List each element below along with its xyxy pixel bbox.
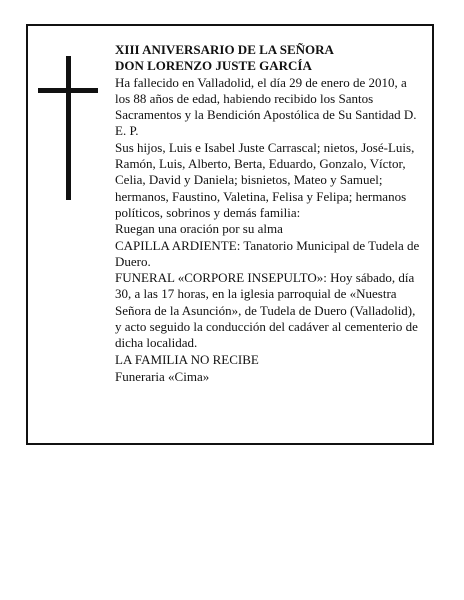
notice-text — [115, 42, 425, 385]
latin-cross-icon — [38, 56, 98, 200]
notice-title-line-2: DON LORENZO JUSTE GARCÍA — [115, 58, 312, 74]
cross-vertical-bar — [66, 56, 71, 200]
notice-title-line-1: XIII ANIVERSARIO DE LA SEÑORA — [115, 42, 334, 57]
family-note: LA FAMILIA NO RECIBE — [115, 351, 259, 367]
funeral-chapel: CAPILLA ARDIENTE: Tanatorio Municipal de Tudela de Duero. — [115, 237, 420, 269]
cross-horizontal-bar — [38, 88, 98, 93]
funeral-home: Funeraria «Cima» — [115, 368, 210, 384]
prayer-request: Ruegan una oración por su alma — [115, 221, 283, 237]
death-announcement: Ha fallecido en Valladolid, el día 29 de enero de 2010, a los 88 años de edad, habiendo recibido los Santos Sacramentos y la Bendición Apostólica de Su Santidad D. E. P. — [115, 74, 417, 139]
family-list: Sus hijos, Luis e Isabel Juste Carrascal; nietos, José-Luis, Ramón, Luis, Alberto, Berta, Eduardo, Gonzalo, Víctor, Celia, David y Daniela; bisnietos, Mateo y Samuel; hermanos, Faustino, Valetina, Felisa y Felipa; hermanos políticos, sobrinos y demás familia: — [115, 139, 415, 220]
funeral-service: FUNERAL «CORPORE INSEPULTO»: Hoy sábado, día 30, a las 17 horas, en la iglesia parroquial de «Nuestra Señora de la Asunción», de Tudela de Duero (Valladolid), y acto seguido la conducción del cadáver al cementerio de dicha localidad. — [115, 270, 418, 351]
obituary-notice — [26, 24, 434, 445]
